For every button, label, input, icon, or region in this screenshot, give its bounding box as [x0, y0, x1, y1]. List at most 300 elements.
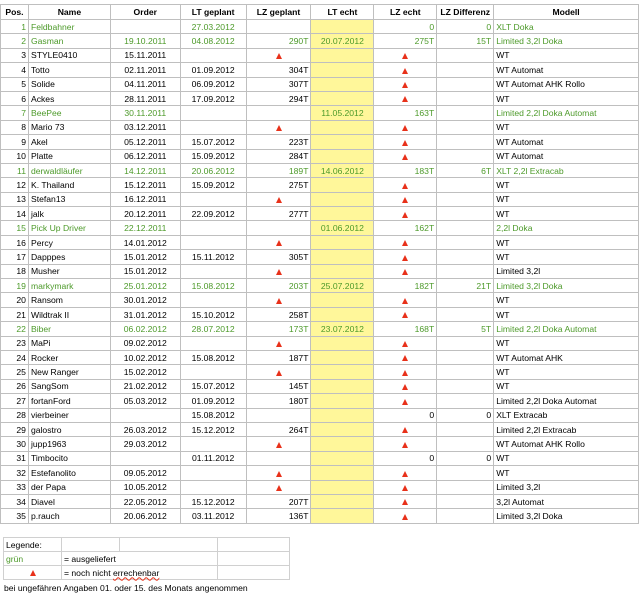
cell-order[interactable]: 02.11.2011 [110, 63, 180, 77]
cell-lz-differenz[interactable] [437, 365, 494, 379]
cell-lt-geplant[interactable]: 06.09.2012 [180, 77, 246, 91]
cell-lz-echt[interactable] [374, 379, 437, 393]
cell-lz-differenz[interactable] [437, 149, 494, 163]
cell-lt-geplant[interactable]: 27.03.2012 [180, 20, 246, 34]
cell-lz-echt[interactable] [374, 207, 437, 221]
cell-order[interactable]: 10.02.2012 [110, 350, 180, 364]
cell-lt-geplant[interactable]: 15.09.2012 [180, 178, 246, 192]
cell-lt-echt[interactable] [311, 437, 374, 451]
cell-lz-geplant[interactable] [246, 48, 311, 62]
cell-order[interactable]: 15.01.2012 [110, 264, 180, 278]
cell-name[interactable]: Timbocito [28, 451, 110, 465]
cell-pos[interactable]: 27 [1, 394, 29, 408]
cell-lt-echt[interactable] [311, 365, 374, 379]
cell-modell[interactable]: WT Automat AHK Rollo [494, 437, 639, 451]
cell-order[interactable]: 05.12.2011 [110, 135, 180, 149]
cell-lz-echt[interactable]: 0 [374, 451, 437, 465]
cell-lz-differenz[interactable] [437, 135, 494, 149]
cell-pos[interactable]: 17 [1, 250, 29, 264]
cell-modell[interactable]: WT [494, 120, 639, 134]
cell-pos[interactable]: 23 [1, 336, 29, 350]
cell-pos[interactable]: 33 [1, 480, 29, 494]
cell-lz-differenz[interactable] [437, 466, 494, 480]
cell-lz-echt[interactable] [374, 91, 437, 105]
cell-pos[interactable]: 12 [1, 178, 29, 192]
cell-lz-geplant[interactable] [246, 336, 311, 350]
cell-modell[interactable]: WT [494, 48, 639, 62]
cell-name[interactable]: Dapppes [28, 250, 110, 264]
cell-modell[interactable]: Limited 2,2l Extracab [494, 422, 639, 436]
cell-lz-differenz[interactable] [437, 264, 494, 278]
cell-order[interactable]: 20.06.2012 [110, 509, 180, 523]
cell-lz-differenz[interactable]: 15T [437, 34, 494, 48]
cell-lz-geplant[interactable] [246, 451, 311, 465]
cell-lt-geplant[interactable] [180, 437, 246, 451]
cell-name[interactable]: jalk [28, 207, 110, 221]
cell-lz-geplant[interactable]: 277T [246, 207, 311, 221]
cell-lz-differenz[interactable] [437, 120, 494, 134]
cell-lt-echt[interactable] [311, 264, 374, 278]
cell-name[interactable]: STYLE0410 [28, 48, 110, 62]
cell-lz-echt[interactable] [374, 149, 437, 163]
cell-lz-geplant[interactable] [246, 120, 311, 134]
cell-name[interactable]: K. Thailand [28, 178, 110, 192]
cell-order[interactable]: 14.01.2012 [110, 235, 180, 249]
cell-lz-differenz[interactable]: 0 [437, 408, 494, 422]
cell-lz-echt[interactable]: 163T [374, 106, 437, 120]
cell-lt-echt[interactable] [311, 149, 374, 163]
cell-lt-echt[interactable] [311, 466, 374, 480]
cell-order[interactable]: 15.11.2011 [110, 48, 180, 62]
cell-lz-differenz[interactable] [437, 422, 494, 436]
cell-pos[interactable]: 6 [1, 91, 29, 105]
cell-lt-echt[interactable] [311, 120, 374, 134]
cell-order[interactable]: 30.01.2012 [110, 293, 180, 307]
cell-lz-differenz[interactable]: 5T [437, 322, 494, 336]
cell-lt-geplant[interactable]: 03.11.2012 [180, 509, 246, 523]
cell-name[interactable]: Estefanolito [28, 466, 110, 480]
cell-modell[interactable]: Limited 2,2l Doka Automat [494, 106, 639, 120]
cell-order[interactable]: 29.03.2012 [110, 437, 180, 451]
cell-lz-echt[interactable]: 168T [374, 322, 437, 336]
cell-order[interactable]: 05.03.2012 [110, 394, 180, 408]
cell-modell[interactable]: Limited 3,2l [494, 480, 639, 494]
cell-modell[interactable]: Limited 3,2l Doka [494, 279, 639, 293]
cell-lt-echt[interactable] [311, 350, 374, 364]
cell-lz-geplant[interactable]: 290T [246, 34, 311, 48]
cell-order[interactable]: 25.01.2012 [110, 279, 180, 293]
cell-lz-geplant[interactable]: 136T [246, 509, 311, 523]
cell-lt-geplant[interactable] [180, 264, 246, 278]
cell-lz-geplant[interactable]: 180T [246, 394, 311, 408]
cell-name[interactable]: Percy [28, 235, 110, 249]
cell-name[interactable]: der Papa [28, 480, 110, 494]
cell-lt-geplant[interactable] [180, 466, 246, 480]
cell-lt-echt[interactable] [311, 207, 374, 221]
cell-lt-geplant[interactable]: 15.07.2012 [180, 135, 246, 149]
cell-modell[interactable]: Limited 3,2l Doka [494, 509, 639, 523]
cell-lt-geplant[interactable]: 15.12.2012 [180, 422, 246, 436]
cell-modell[interactable]: WT Automat [494, 149, 639, 163]
cell-lz-differenz[interactable] [437, 221, 494, 235]
header-lz-echt[interactable]: LZ echt [374, 5, 437, 20]
cell-lz-echt[interactable]: 182T [374, 279, 437, 293]
cell-pos[interactable]: 32 [1, 466, 29, 480]
cell-lz-echt[interactable] [374, 422, 437, 436]
cell-lt-echt[interactable] [311, 451, 374, 465]
cell-lt-geplant[interactable] [180, 192, 246, 206]
cell-lt-geplant[interactable] [180, 221, 246, 235]
cell-lz-geplant[interactable] [246, 221, 311, 235]
cell-lz-echt[interactable] [374, 480, 437, 494]
cell-name[interactable]: Diavel [28, 494, 110, 508]
header-lz-geplant[interactable]: LZ geplant [246, 5, 311, 20]
cell-lz-geplant[interactable] [246, 106, 311, 120]
cell-modell[interactable]: WT [494, 192, 639, 206]
cell-name[interactable]: MaPi [28, 336, 110, 350]
cell-lz-differenz[interactable] [437, 394, 494, 408]
cell-lt-geplant[interactable]: 15.11.2012 [180, 250, 246, 264]
cell-lz-differenz[interactable] [437, 437, 494, 451]
cell-lz-geplant[interactable]: 305T [246, 250, 311, 264]
cell-name[interactable]: Wildtrak II [28, 307, 110, 321]
cell-lz-differenz[interactable] [437, 379, 494, 393]
cell-lt-echt[interactable] [311, 509, 374, 523]
cell-name[interactable]: Mario 73 [28, 120, 110, 134]
cell-lz-echt[interactable] [374, 135, 437, 149]
cell-lz-geplant[interactable]: 307T [246, 77, 311, 91]
cell-modell[interactable]: WT [494, 466, 639, 480]
cell-lz-geplant[interactable]: 187T [246, 350, 311, 364]
cell-order[interactable]: 15.01.2012 [110, 250, 180, 264]
cell-name[interactable]: jupp1963 [28, 437, 110, 451]
cell-lz-differenz[interactable] [437, 63, 494, 77]
cell-name[interactable]: derwaldläufer [28, 163, 110, 177]
cell-lt-echt[interactable]: 20.07.2012 [311, 34, 374, 48]
cell-lt-echt[interactable] [311, 235, 374, 249]
cell-modell[interactable]: WT Automat [494, 63, 639, 77]
cell-lz-echt[interactable] [374, 307, 437, 321]
cell-lz-echt[interactable] [374, 437, 437, 451]
cell-pos[interactable]: 7 [1, 106, 29, 120]
cell-modell[interactable]: 2,2l Doka [494, 221, 639, 235]
cell-lt-echt[interactable] [311, 20, 374, 34]
cell-lz-echt[interactable] [374, 509, 437, 523]
cell-lz-differenz[interactable] [437, 192, 494, 206]
cell-order[interactable]: 10.05.2012 [110, 480, 180, 494]
cell-lt-geplant[interactable]: 15.08.2012 [180, 279, 246, 293]
cell-modell[interactable]: 3,2l Automat [494, 494, 639, 508]
cell-lt-geplant[interactable]: 22.09.2012 [180, 207, 246, 221]
cell-lz-differenz[interactable] [437, 250, 494, 264]
cell-lz-differenz[interactable] [437, 91, 494, 105]
cell-lz-differenz[interactable] [437, 48, 494, 62]
cell-lz-geplant[interactable] [246, 365, 311, 379]
cell-lz-geplant[interactable]: 223T [246, 135, 311, 149]
cell-pos[interactable]: 5 [1, 77, 29, 91]
cell-lt-geplant[interactable] [180, 235, 246, 249]
cell-lz-geplant[interactable] [246, 480, 311, 494]
cell-lz-geplant[interactable]: 264T [246, 422, 311, 436]
cell-lt-echt[interactable]: 11.05.2012 [311, 106, 374, 120]
cell-pos[interactable]: 18 [1, 264, 29, 278]
cell-order[interactable]: 22.05.2012 [110, 494, 180, 508]
cell-lt-geplant[interactable]: 15.08.2012 [180, 350, 246, 364]
cell-lz-differenz[interactable] [437, 178, 494, 192]
cell-pos[interactable]: 16 [1, 235, 29, 249]
cell-lz-differenz[interactable]: 0 [437, 451, 494, 465]
cell-name[interactable]: fortanFord [28, 394, 110, 408]
cell-modell[interactable]: XLT Doka [494, 20, 639, 34]
cell-lz-differenz[interactable] [437, 207, 494, 221]
cell-lt-geplant[interactable]: 15.07.2012 [180, 379, 246, 393]
cell-modell[interactable]: XLT Extracab [494, 408, 639, 422]
cell-lt-echt[interactable] [311, 178, 374, 192]
cell-order[interactable]: 19.10.2011 [110, 34, 180, 48]
cell-modell[interactable]: WT [494, 235, 639, 249]
cell-lt-echt[interactable] [311, 192, 374, 206]
cell-lz-echt[interactable]: 183T [374, 163, 437, 177]
cell-pos[interactable]: 9 [1, 135, 29, 149]
cell-lt-geplant[interactable] [180, 106, 246, 120]
cell-modell[interactable]: WT [494, 91, 639, 105]
cell-pos[interactable]: 4 [1, 63, 29, 77]
cell-name[interactable]: Ransom [28, 293, 110, 307]
cell-pos[interactable]: 35 [1, 509, 29, 523]
cell-lt-echt[interactable] [311, 422, 374, 436]
cell-lt-geplant[interactable]: 01.09.2012 [180, 63, 246, 77]
cell-lz-differenz[interactable] [437, 336, 494, 350]
cell-lz-geplant[interactable]: 207T [246, 494, 311, 508]
cell-lz-differenz[interactable] [437, 509, 494, 523]
cell-modell[interactable]: WT [494, 178, 639, 192]
cell-name[interactable]: Platte [28, 149, 110, 163]
cell-order[interactable]: 22.12.2011 [110, 221, 180, 235]
header-lt-echt[interactable]: LT echt [311, 5, 374, 20]
cell-lt-echt[interactable] [311, 379, 374, 393]
cell-pos[interactable]: 14 [1, 207, 29, 221]
cell-name[interactable]: Akel [28, 135, 110, 149]
cell-lz-differenz[interactable]: 0 [437, 20, 494, 34]
cell-pos[interactable]: 21 [1, 307, 29, 321]
cell-lz-echt[interactable] [374, 63, 437, 77]
cell-lz-echt[interactable]: 0 [374, 20, 437, 34]
cell-modell[interactable]: WT [494, 379, 639, 393]
cell-pos[interactable]: 19 [1, 279, 29, 293]
cell-lt-echt[interactable] [311, 250, 374, 264]
cell-name[interactable]: BeePee [28, 106, 110, 120]
cell-lt-geplant[interactable] [180, 365, 246, 379]
cell-lz-differenz[interactable]: 21T [437, 279, 494, 293]
cell-name[interactable]: vierbeiner [28, 408, 110, 422]
cell-name[interactable]: Feldbahner [28, 20, 110, 34]
cell-lz-geplant[interactable]: 173T [246, 322, 311, 336]
cell-order[interactable]: 30.11.2011 [110, 106, 180, 120]
cell-lt-geplant[interactable]: 04.08.2012 [180, 34, 246, 48]
header-modell[interactable]: Modell [494, 5, 639, 20]
cell-pos[interactable]: 2 [1, 34, 29, 48]
cell-lt-echt[interactable] [311, 307, 374, 321]
cell-order[interactable]: 06.02.2012 [110, 322, 180, 336]
cell-modell[interactable]: WT [494, 365, 639, 379]
cell-lt-geplant[interactable] [180, 48, 246, 62]
cell-modell[interactable]: WT [494, 451, 639, 465]
cell-name[interactable]: Biber [28, 322, 110, 336]
cell-name[interactable]: Musher [28, 264, 110, 278]
cell-name[interactable]: Stefan13 [28, 192, 110, 206]
cell-lt-geplant[interactable]: 15.08.2012 [180, 408, 246, 422]
cell-order[interactable]: 14.12.2011 [110, 163, 180, 177]
cell-order[interactable] [110, 451, 180, 465]
cell-order[interactable]: 15.02.2012 [110, 365, 180, 379]
cell-lt-geplant[interactable] [180, 120, 246, 134]
cell-pos[interactable]: 3 [1, 48, 29, 62]
cell-pos[interactable]: 20 [1, 293, 29, 307]
cell-lz-geplant[interactable]: 294T [246, 91, 311, 105]
cell-lz-geplant[interactable] [246, 192, 311, 206]
cell-modell[interactable]: WT [494, 207, 639, 221]
header-pos[interactable]: Pos. [1, 5, 29, 20]
cell-modell[interactable]: WT Automat AHK [494, 350, 639, 364]
cell-lz-geplant[interactable] [246, 235, 311, 249]
cell-pos[interactable]: 34 [1, 494, 29, 508]
cell-modell[interactable]: WT [494, 336, 639, 350]
cell-name[interactable]: New Ranger [28, 365, 110, 379]
cell-lz-echt[interactable] [374, 466, 437, 480]
cell-pos[interactable]: 13 [1, 192, 29, 206]
cell-name[interactable]: galostro [28, 422, 110, 436]
cell-modell[interactable]: Limited 2,2l Doka Automat [494, 322, 639, 336]
cell-order[interactable]: 20.12.2011 [110, 207, 180, 221]
header-order[interactable]: Order [110, 5, 180, 20]
cell-lz-geplant[interactable]: 203T [246, 279, 311, 293]
cell-lz-echt[interactable] [374, 494, 437, 508]
cell-lz-differenz[interactable] [437, 494, 494, 508]
cell-lt-echt[interactable] [311, 293, 374, 307]
cell-lz-echt[interactable] [374, 350, 437, 364]
cell-pos[interactable]: 24 [1, 350, 29, 364]
cell-order[interactable]: 04.11.2011 [110, 77, 180, 91]
cell-name[interactable]: p.rauch [28, 509, 110, 523]
cell-lz-echt[interactable] [374, 120, 437, 134]
cell-modell[interactable]: Limited 3,2l Doka [494, 34, 639, 48]
cell-lt-geplant[interactable]: 15.10.2012 [180, 307, 246, 321]
cell-order[interactable]: 03.12.2011 [110, 120, 180, 134]
cell-lz-echt[interactable] [374, 293, 437, 307]
cell-lt-geplant[interactable]: 01.09.2012 [180, 394, 246, 408]
cell-lt-echt[interactable]: 01.06.2012 [311, 221, 374, 235]
cell-lz-geplant[interactable] [246, 408, 311, 422]
cell-pos[interactable]: 15 [1, 221, 29, 235]
cell-lt-echt[interactable] [311, 480, 374, 494]
cell-lz-echt[interactable] [374, 264, 437, 278]
cell-name[interactable]: Solide [28, 77, 110, 91]
cell-lz-geplant[interactable]: 284T [246, 149, 311, 163]
cell-lz-echt[interactable] [374, 394, 437, 408]
cell-lt-echt[interactable] [311, 48, 374, 62]
cell-lz-differenz[interactable] [437, 350, 494, 364]
cell-lz-geplant[interactable] [246, 264, 311, 278]
cell-pos[interactable]: 25 [1, 365, 29, 379]
cell-modell[interactable]: WT [494, 293, 639, 307]
cell-name[interactable]: Rocker [28, 350, 110, 364]
cell-lz-geplant[interactable]: 258T [246, 307, 311, 321]
cell-lt-geplant[interactable]: 15.09.2012 [180, 149, 246, 163]
cell-order[interactable]: 16.12.2011 [110, 192, 180, 206]
cell-modell[interactable]: Limited 3,2l [494, 264, 639, 278]
cell-lz-echt[interactable] [374, 235, 437, 249]
cell-pos[interactable]: 26 [1, 379, 29, 393]
cell-pos[interactable]: 28 [1, 408, 29, 422]
cell-lz-echt[interactable]: 0 [374, 408, 437, 422]
cell-lz-geplant[interactable] [246, 466, 311, 480]
cell-order[interactable] [110, 408, 180, 422]
cell-lt-geplant[interactable]: 01.11.2012 [180, 451, 246, 465]
cell-lz-geplant[interactable]: 145T [246, 379, 311, 393]
cell-modell[interactable]: Limited 2,2l Doka Automat [494, 394, 639, 408]
cell-lt-echt[interactable]: 14.06.2012 [311, 163, 374, 177]
cell-lt-geplant[interactable]: 15.12.2012 [180, 494, 246, 508]
cell-order[interactable]: 09.02.2012 [110, 336, 180, 350]
cell-pos[interactable]: 11 [1, 163, 29, 177]
cell-pos[interactable]: 22 [1, 322, 29, 336]
cell-lt-echt[interactable] [311, 336, 374, 350]
cell-lz-geplant[interactable] [246, 293, 311, 307]
cell-modell[interactable]: XLT 2,2l Extracab [494, 163, 639, 177]
cell-pos[interactable]: 29 [1, 422, 29, 436]
cell-lz-echt[interactable] [374, 336, 437, 350]
cell-lz-differenz[interactable] [437, 106, 494, 120]
cell-lz-differenz[interactable] [437, 77, 494, 91]
cell-lz-differenz[interactable]: 6T [437, 163, 494, 177]
cell-name[interactable]: Pick Up Driver [28, 221, 110, 235]
cell-lz-echt[interactable]: 275T [374, 34, 437, 48]
cell-lz-differenz[interactable] [437, 307, 494, 321]
cell-lt-echt[interactable] [311, 494, 374, 508]
cell-lt-echt[interactable] [311, 91, 374, 105]
header-name[interactable]: Name [28, 5, 110, 20]
cell-lz-echt[interactable] [374, 48, 437, 62]
cell-lz-echt[interactable] [374, 178, 437, 192]
cell-pos[interactable]: 10 [1, 149, 29, 163]
cell-lz-geplant[interactable]: 275T [246, 178, 311, 192]
cell-modell[interactable]: WT [494, 250, 639, 264]
cell-lt-echt[interactable] [311, 408, 374, 422]
cell-order[interactable]: 09.05.2012 [110, 466, 180, 480]
cell-lz-geplant[interactable] [246, 20, 311, 34]
cell-pos[interactable]: 8 [1, 120, 29, 134]
cell-lz-echt[interactable] [374, 192, 437, 206]
cell-pos[interactable]: 1 [1, 20, 29, 34]
cell-modell[interactable]: WT [494, 307, 639, 321]
cell-lz-differenz[interactable] [437, 293, 494, 307]
cell-lt-echt[interactable] [311, 135, 374, 149]
cell-lt-geplant[interactable]: 17.09.2012 [180, 91, 246, 105]
cell-lt-echt[interactable] [311, 77, 374, 91]
cell-lt-geplant[interactable]: 20.06.2012 [180, 163, 246, 177]
cell-modell[interactable]: WT Automat [494, 135, 639, 149]
cell-modell[interactable]: WT Automat AHK Rollo [494, 77, 639, 91]
cell-order[interactable]: 26.03.2012 [110, 422, 180, 436]
cell-lz-echt[interactable] [374, 250, 437, 264]
cell-name[interactable]: markymark [28, 279, 110, 293]
cell-lt-echt[interactable] [311, 63, 374, 77]
cell-order[interactable] [110, 20, 180, 34]
cell-lz-geplant[interactable]: 304T [246, 63, 311, 77]
cell-lt-geplant[interactable] [180, 293, 246, 307]
cell-order[interactable]: 15.12.2011 [110, 178, 180, 192]
header-lt-geplant[interactable]: LT geplant [180, 5, 246, 20]
